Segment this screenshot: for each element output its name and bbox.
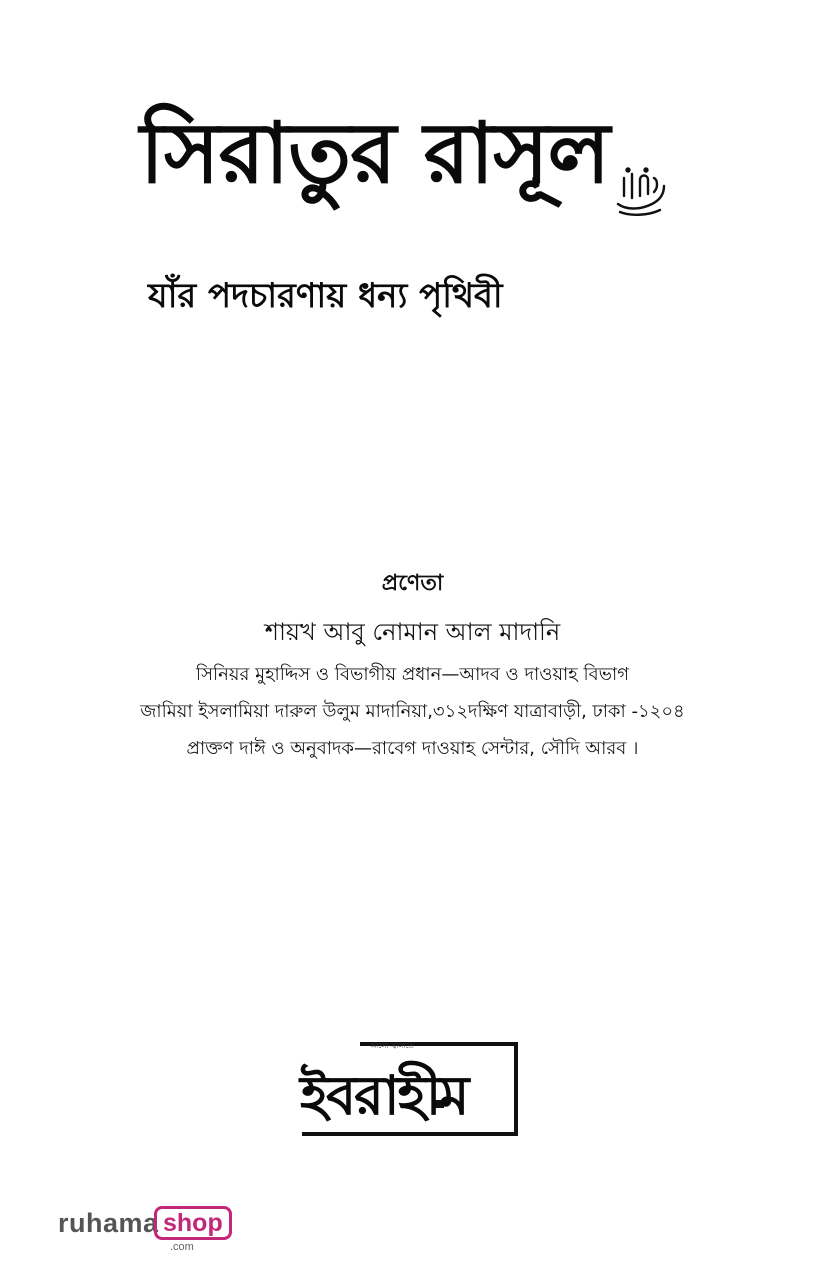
author-name: শায়খ আবু নোমান আল মাদানি xyxy=(264,618,561,646)
ruhamashop-watermark xyxy=(58,1206,228,1256)
watermark-suffix: .com xyxy=(170,1241,194,1253)
watermark-shop-badge xyxy=(154,1206,232,1240)
publisher-tagline: আলো জ্বালাতে xyxy=(370,1042,414,1050)
author-label: প্রণেতা xyxy=(381,571,444,596)
publisher-name: ইবরাহীম xyxy=(300,1064,468,1127)
book-subtitle: যাঁর পদচারণায় ধন্য পৃথিবী xyxy=(148,276,503,316)
author-credential-line: জামিয়া ইসলামিয়া দারুল উলুম মাদানিয়া,৩১২দক্ষিণ যাত্রাবাড়ী, ঢাকা -১২০৪ xyxy=(140,701,685,722)
author-credential-line: সিনিয়র মুহাদ্দিস ও বিভাগীয় প্রধান—আদব ও দাওয়াহ বিভাগ xyxy=(195,664,630,685)
book-title: সিরাতুর রাসূল xyxy=(140,104,610,202)
watermark-brand: ruhama xyxy=(58,1208,159,1238)
watermark-shop: shop xyxy=(163,1208,223,1237)
author-credential-line: প্রাক্তণ দাঈ ও অনুবাদক—রাবেগ দাওয়াহ সেন্টার, সৌদি আরব । xyxy=(186,738,639,759)
honorific-calligraphy xyxy=(612,160,670,218)
